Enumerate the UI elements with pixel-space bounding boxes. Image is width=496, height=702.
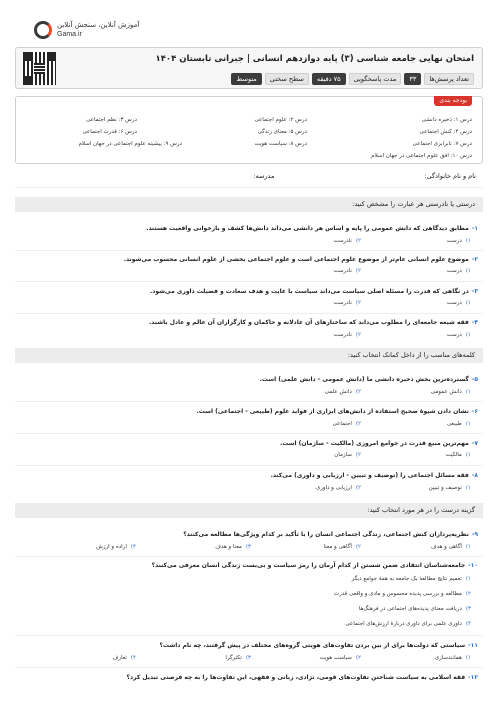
section-fill-choice: کلمه‌های مناسب را از داخل کمانک انتخاب کنید: [15,348,483,363]
difficulty-label: سطح سختی [265,73,309,85]
exam-header [15,47,483,89]
section-multiple-choice: گزینه درست را در هر مورد انتخاب کنید: [15,503,483,518]
student-info [18,172,476,180]
brand-tagline: آموزش آنلاین، سنجش آنلاین [57,21,140,29]
option[interactable]: ۲)ارزیابی و داوری [315,485,361,491]
option[interactable]: ۱)توصیف و تبیین [428,485,471,491]
question-10-option-4[interactable]: ۴)داوری علمی برای داوری دربارۀ ارزش‌های اجتماعی [345,621,471,627]
question-5: ۵-گسترده‌ترین بخش ذخیره دانشی ما (دانش عمومی - دانش علمی) است. [259,376,478,383]
option[interactable]: ۲)نادرست [333,238,361,244]
question-8: ۸-فقه مسائل اجتماعی را (توصیف و تبیین - ارزیابی و داوری) می‌کند. [270,472,478,479]
topic-item: درس ۹: پیشینه علوم اجتماعی در جهان اسلام [78,141,182,147]
option[interactable]: ۲)نادرست [333,268,361,274]
option[interactable]: ۱)درست [446,300,471,306]
option[interactable]: ۱)آگاهی و هدف [430,544,471,550]
option[interactable]: ۱)درست [446,332,471,338]
option[interactable]: ۲)نادرست [333,332,361,338]
question-1-options [21,238,471,244]
topic-item: درس ۴: کنش اجتماعی [419,129,472,135]
difficulty-value: متوسط [231,73,261,85]
student-name-label: نام و نام خانوادگی: [424,172,476,180]
topic-item: درس ۷: نابرابری اجتماعی [412,141,472,147]
duration-value: ۷۵ دقیقه [312,73,346,85]
school-label: مدرسه: [253,172,275,180]
question-count-value: ۳۳ [404,73,421,85]
question-8-options [21,485,471,491]
question-7: ۷-مهم‌ترین منبع قدرت در جوامع امروزی (مالکیت - سازمان) است. [279,440,478,447]
option[interactable]: ۲)دانش علمی [324,389,361,395]
question-12: ۱۲-فقه اسلامی به سیاست شناختن تفاوت‌های قومی، نژادی، زبانی و فقهی، این تفاوت‌ها را به چه فرصتی تبدیل کرد؟ [126,674,478,681]
option[interactable]: ۱)همانندسازی [434,655,471,661]
question-4-options [21,332,471,338]
option[interactable]: ۲)سازمان [334,452,361,458]
exam-title: امتحان نهایی جامعه شناسی (۳) پایه دوازدهم انسانی | جبرانی تابستان ۱۴۰۴ [155,54,474,64]
option[interactable]: ۲)آگاهی و معنا [323,544,361,550]
question-3-options [21,300,471,306]
question-10: ۱۰-جامعه‌شناسان انتقادی ضمن شستن از کدام آرمان را رمز سیاست و بی‌بست زندگی انسان معرفی می‌کنند؟ [151,562,478,569]
question-1: ۱-مطابق دیدگاهی که دانش عمومی را پایه و اساس هر دانشی می‌داند دانش‌ها کشف و بازخوانی واقعیت هستند. [146,225,478,232]
option[interactable]: ۲)سیاست هویت [319,655,361,661]
question-2-options [21,268,471,274]
option[interactable]: ۴)تعارف [112,655,136,661]
option[interactable]: ۱)دانش عمومی [430,389,471,395]
topic-item: درس ۱: ذخیره دانشی [421,117,472,123]
question-4: ۴-فقه شیعه جامعه‌ای را مطلوب می‌داند که ساختارهای آن عادلانه و حاکمان و کارگزاران آن عالم و عادل باشند. [149,319,478,326]
topic-item: درس ۳: نظم اجتماعی [86,117,137,123]
question-11: ۱۱-سیاستی که دولت‌ها برای از بین بردن تفاوت‌های هویتی گروه‌های مختلف در پیش گرفتند، چه نام داشت؟ [159,642,478,649]
topic-item: درس ۲: علوم اجتماعی [254,117,307,123]
option[interactable]: ۲)اجتماعی [332,421,361,427]
question-6-options [21,421,471,427]
option[interactable]: ۱)درست [446,268,471,274]
topics-badge: بودجه بندی [434,96,472,106]
question-10-option-3[interactable]: ۳)دریافت معنای پدیده‌های اجتماعی در فرهنگ‌ها [358,606,471,612]
option[interactable]: ۱)درست [446,238,471,244]
brand-domain: Gama.ir [57,31,82,38]
topic-item: درس ۸: سیاست هویت [254,141,307,147]
option[interactable]: ۳)معنا و هدف [215,544,251,550]
gama-logo[interactable] [34,18,144,42]
topic-item: درس ۱۰: افق علوم اجتماعی در جهان اسلام [371,153,472,159]
option[interactable]: ۱)مالکیت [445,452,471,458]
section-true-false: درستی یا نادرستی هر عبارت را مشخص کنید: [15,197,483,212]
question-3: ۳-در نگاهی که قدرت را مسئله اصلی سیاست می‌داند سیاست با غایت و هدف سعادت و فضیلت داوری می‌شود. [149,288,478,295]
question-11-options [21,655,471,661]
question-9: ۹-نظریه‌پردازان کنش اجتماعی، زندگی اجتماعی انسان را با تأکید بر کدام ویژگی‌ها مطالعه می‌کنند؟ [183,531,478,538]
topic-item: درس ۵: معنای زندگی [257,129,307,135]
gama-logo-icon [34,21,52,39]
exam-meta [231,73,474,85]
question-6: ۶-نشان دادن شیوۀ صحیح استفاده از دانش‌های ابزاری از فواید علوم (طبیعی - اجتماعی) است. [196,408,478,415]
topics-box [15,96,483,164]
option[interactable]: ۴)اراده و ارزش [96,544,136,550]
question-2: ۲-موضوع علوم انسانی عام‌تر از موضوع علوم اجتماعی است و علوم اجتماعی بخشی از علوم انسانی محسوب می‌شوند. [123,256,478,263]
topic-item: درس ۶: قدرت اجتماعی [82,129,137,135]
qr-code-icon [23,52,56,85]
question-9-options [21,544,471,550]
question-10-option-1[interactable]: ۱)تعمیم نتایج مطالعۀ یک جامعه به همۀ جوامع دیگر [351,576,471,582]
option[interactable]: ۱)طبیعی [446,421,471,427]
question-7-options [21,452,471,458]
question-count-label: تعداد پرسش‌ها [424,73,474,85]
question-10-option-2[interactable]: ۲)مطالعه و بررسی پدیده محسوس و مادی و واقعی قدرت [333,591,471,597]
question-5-options [21,389,471,395]
duration-label: مدت پاسخگویی [349,73,402,85]
option[interactable]: ۳)تکثرگرا [225,655,251,661]
option[interactable]: ۲)نادرست [333,300,361,306]
